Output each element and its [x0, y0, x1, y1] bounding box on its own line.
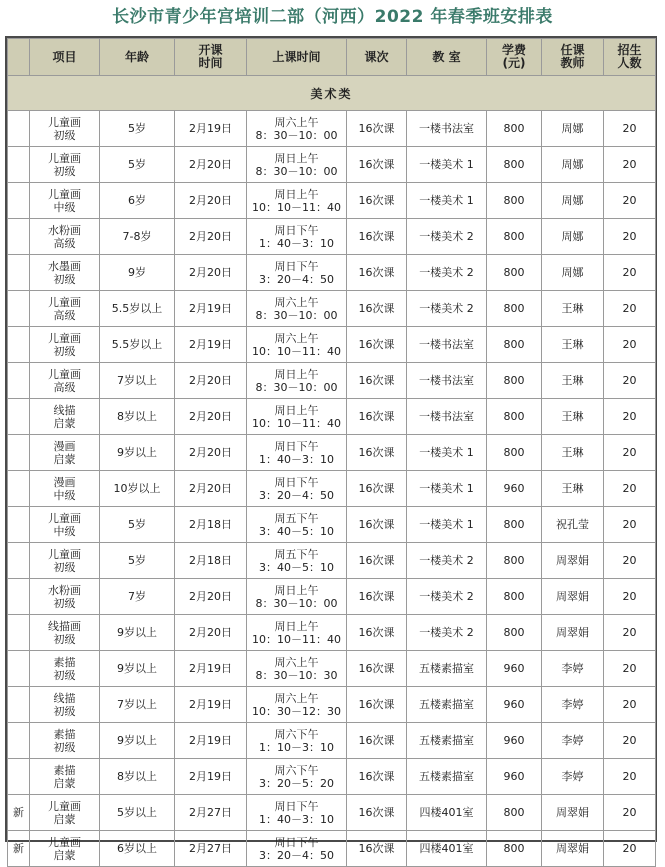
table-row	[8, 543, 656, 579]
class-time-cell: 周六下午 3：20－5：20	[247, 759, 347, 795]
classroom-cell: 一楼美术 2	[407, 219, 487, 255]
header-cell-fee: 学费 (元)	[487, 39, 542, 76]
classroom-cell: 一楼美术 2	[407, 543, 487, 579]
sessions-cell: 16次课	[347, 795, 407, 831]
enrollment-cell: 20	[604, 651, 656, 687]
class-time-cell: 周五下午 3：40－5：10	[247, 543, 347, 579]
header-cell-class-time: 上课时间	[247, 39, 347, 76]
sessions-cell: 16次课	[347, 651, 407, 687]
category-row	[8, 76, 656, 111]
age-cell: 7-8岁	[100, 219, 175, 255]
class-time-cell: 周日下午 1：40－3：10	[247, 795, 347, 831]
project-cell: 线描 初级	[30, 687, 100, 723]
start-date-cell: 2月19日	[175, 291, 247, 327]
category-label: 美术类	[8, 76, 656, 111]
project-cell: 漫画 中级	[30, 471, 100, 507]
classroom-cell: 一楼美术 1	[407, 471, 487, 507]
start-date-cell: 2月27日	[175, 831, 247, 867]
age-cell: 5岁	[100, 507, 175, 543]
classroom-cell: 五楼素描室	[407, 759, 487, 795]
classroom-cell: 一楼美术 1	[407, 507, 487, 543]
header-cell-teacher: 任课 教师	[542, 39, 604, 76]
sessions-cell: 16次课	[347, 219, 407, 255]
mark-cell	[8, 615, 30, 651]
enrollment-cell: 20	[604, 723, 656, 759]
sessions-cell: 16次课	[347, 543, 407, 579]
project-cell: 素描 初级	[30, 723, 100, 759]
fee-cell: 800	[487, 507, 542, 543]
project-cell: 漫画 启蒙	[30, 435, 100, 471]
age-cell: 5.5岁以上	[100, 327, 175, 363]
mark-cell	[8, 399, 30, 435]
enrollment-cell: 20	[604, 543, 656, 579]
class-time-cell: 周六上午 10：30－12：30	[247, 687, 347, 723]
header-cell-classroom: 教 室	[407, 39, 487, 76]
sessions-cell: 16次课	[347, 111, 407, 147]
mark-cell	[8, 507, 30, 543]
fee-cell: 800	[487, 579, 542, 615]
enrollment-cell: 20	[604, 183, 656, 219]
enrollment-cell: 20	[604, 795, 656, 831]
start-date-cell: 2月20日	[175, 579, 247, 615]
mark-cell	[8, 759, 30, 795]
sessions-cell: 16次课	[347, 471, 407, 507]
age-cell: 6岁	[100, 183, 175, 219]
teacher-cell: 李婷	[542, 723, 604, 759]
mark-cell	[8, 147, 30, 183]
table-row	[8, 147, 656, 183]
enrollment-cell: 20	[604, 255, 656, 291]
header-cell-enrollment: 招生 人数	[604, 39, 656, 76]
mark-cell	[8, 291, 30, 327]
teacher-cell: 祝孔莹	[542, 507, 604, 543]
mark-cell	[8, 543, 30, 579]
class-time-cell: 周日下午 3：20－4：50	[247, 471, 347, 507]
schedule-table-container	[5, 36, 657, 862]
class-time-cell: 周日上午 8：30－10：00	[247, 147, 347, 183]
start-date-cell: 2月20日	[175, 147, 247, 183]
age-cell: 5岁	[100, 147, 175, 183]
class-time-cell: 周日上午 10：10－11：40	[247, 399, 347, 435]
page-title: 长沙市青少年宫培训二部（河西）2022 年春季班安排表	[112, 7, 553, 27]
class-time-cell: 周六上午 8：30－10：00	[247, 111, 347, 147]
mark-cell	[8, 651, 30, 687]
teacher-cell: 周翠娟	[542, 579, 604, 615]
table-row	[8, 219, 656, 255]
enrollment-cell: 20	[604, 111, 656, 147]
classroom-cell: 一楼美术 2	[407, 615, 487, 651]
classroom-cell: 五楼素描室	[407, 651, 487, 687]
class-time-cell: 周日下午 1：40－3：10	[247, 219, 347, 255]
class-time-cell: 周五下午 3：40－5：10	[247, 507, 347, 543]
class-time-cell: 周日上午 8：30－10：00	[247, 579, 347, 615]
classroom-cell: 五楼素描室	[407, 687, 487, 723]
teacher-cell: 周娜	[542, 111, 604, 147]
teacher-cell: 王琳	[542, 327, 604, 363]
table-row	[8, 507, 656, 543]
table-row	[8, 111, 656, 147]
fee-cell: 960	[487, 651, 542, 687]
start-date-cell: 2月20日	[175, 435, 247, 471]
teacher-cell: 李婷	[542, 651, 604, 687]
start-date-cell: 2月20日	[175, 219, 247, 255]
classroom-cell: 四楼401室	[407, 831, 487, 867]
start-date-cell: 2月20日	[175, 471, 247, 507]
class-time-cell: 周六上午 8：30－10：30	[247, 651, 347, 687]
project-cell: 儿童画 中级	[30, 507, 100, 543]
table-row	[8, 759, 656, 795]
fee-cell: 960	[487, 723, 542, 759]
fee-cell: 800	[487, 219, 542, 255]
age-cell: 5岁以上	[100, 795, 175, 831]
teacher-cell: 王琳	[542, 471, 604, 507]
fee-cell: 800	[487, 435, 542, 471]
age-cell: 10岁以上	[100, 471, 175, 507]
class-time-cell: 周日上午 10：10－11：40	[247, 615, 347, 651]
sessions-cell: 16次课	[347, 831, 407, 867]
teacher-cell: 王琳	[542, 363, 604, 399]
table-row	[8, 471, 656, 507]
fee-cell: 800	[487, 111, 542, 147]
mark-cell	[8, 435, 30, 471]
start-date-cell: 2月19日	[175, 687, 247, 723]
age-cell: 9岁	[100, 255, 175, 291]
start-date-cell: 2月20日	[175, 255, 247, 291]
class-time-cell: 周日上午 8：30－10：00	[247, 363, 347, 399]
age-cell: 5岁	[100, 543, 175, 579]
project-cell: 水墨画 初级	[30, 255, 100, 291]
fee-cell: 800	[487, 615, 542, 651]
fee-cell: 800	[487, 183, 542, 219]
enrollment-cell: 20	[604, 687, 656, 723]
table-row	[8, 327, 656, 363]
project-cell: 儿童画 中级	[30, 183, 100, 219]
mark-cell: 新	[8, 831, 30, 867]
class-time-cell: 周六上午 10：10－11：40	[247, 327, 347, 363]
age-cell: 5岁	[100, 111, 175, 147]
sessions-cell: 16次课	[347, 579, 407, 615]
classroom-cell: 一楼美术 1	[407, 183, 487, 219]
enrollment-cell: 20	[604, 759, 656, 795]
header-cell-start-date: 开课 时间	[175, 39, 247, 76]
classroom-cell: 一楼美术 1	[407, 435, 487, 471]
enrollment-cell: 20	[604, 831, 656, 867]
table-row	[8, 183, 656, 219]
table-row	[8, 255, 656, 291]
start-date-cell: 2月20日	[175, 363, 247, 399]
enrollment-cell: 20	[604, 579, 656, 615]
header-cell-sessions: 课次	[347, 39, 407, 76]
mark-cell	[8, 219, 30, 255]
project-cell: 水粉画 初级	[30, 579, 100, 615]
project-cell: 水粉画 高级	[30, 219, 100, 255]
schedule-table	[7, 38, 656, 867]
enrollment-cell: 20	[604, 327, 656, 363]
sessions-cell: 16次课	[347, 363, 407, 399]
mark-cell	[8, 255, 30, 291]
age-cell: 9岁以上	[100, 615, 175, 651]
project-cell: 素描 初级	[30, 651, 100, 687]
table-row	[8, 795, 656, 831]
table-row	[8, 615, 656, 651]
start-date-cell: 2月18日	[175, 543, 247, 579]
age-cell: 7岁以上	[100, 363, 175, 399]
sessions-cell: 16次课	[347, 147, 407, 183]
classroom-cell: 五楼素描室	[407, 723, 487, 759]
fee-cell: 800	[487, 543, 542, 579]
class-time-cell: 周六上午 8：30－10：00	[247, 291, 347, 327]
table-row	[8, 363, 656, 399]
classroom-cell: 一楼书法室	[407, 327, 487, 363]
mark-cell	[8, 471, 30, 507]
project-cell: 线描画 初级	[30, 615, 100, 651]
age-cell: 9岁以上	[100, 435, 175, 471]
age-cell: 7岁	[100, 579, 175, 615]
mark-cell	[8, 111, 30, 147]
fee-cell: 800	[487, 255, 542, 291]
teacher-cell: 周翠娟	[542, 543, 604, 579]
mark-cell	[8, 183, 30, 219]
mark-cell	[8, 327, 30, 363]
fee-cell: 800	[487, 399, 542, 435]
mark-cell	[8, 579, 30, 615]
teacher-cell: 周翠娟	[542, 615, 604, 651]
teacher-cell: 周娜	[542, 255, 604, 291]
mark-cell	[8, 723, 30, 759]
start-date-cell: 2月27日	[175, 795, 247, 831]
table-row	[8, 579, 656, 615]
fee-cell: 800	[487, 363, 542, 399]
table-row	[8, 291, 656, 327]
teacher-cell: 周翠娟	[542, 831, 604, 867]
enrollment-cell: 20	[604, 147, 656, 183]
class-time-cell: 周日下午 3：20－4：50	[247, 255, 347, 291]
class-time-cell: 周日上午 10：10－11：40	[247, 183, 347, 219]
classroom-cell: 一楼美术 2	[407, 255, 487, 291]
fee-cell: 960	[487, 471, 542, 507]
start-date-cell: 2月18日	[175, 507, 247, 543]
mark-cell	[8, 363, 30, 399]
classroom-cell: 一楼美术 2	[407, 291, 487, 327]
fee-cell: 960	[487, 759, 542, 795]
classroom-cell: 四楼401室	[407, 795, 487, 831]
enrollment-cell: 20	[604, 435, 656, 471]
teacher-cell: 李婷	[542, 687, 604, 723]
header-cell-project: 项目	[30, 39, 100, 76]
project-cell: 儿童画 初级	[30, 111, 100, 147]
age-cell: 8岁以上	[100, 399, 175, 435]
teacher-cell: 王琳	[542, 435, 604, 471]
teacher-cell: 李婷	[542, 759, 604, 795]
enrollment-cell: 20	[604, 291, 656, 327]
project-cell: 儿童画 初级	[30, 147, 100, 183]
sessions-cell: 16次课	[347, 615, 407, 651]
classroom-cell: 一楼美术 1	[407, 147, 487, 183]
table-row	[8, 687, 656, 723]
teacher-cell: 王琳	[542, 291, 604, 327]
project-cell: 儿童画 高级	[30, 363, 100, 399]
enrollment-cell: 20	[604, 363, 656, 399]
enrollment-cell: 20	[604, 615, 656, 651]
start-date-cell: 2月20日	[175, 399, 247, 435]
project-cell: 儿童画 启蒙	[30, 831, 100, 867]
fee-cell: 800	[487, 831, 542, 867]
classroom-cell: 一楼书法室	[407, 399, 487, 435]
class-time-cell: 周六下午 1：10－3：10	[247, 723, 347, 759]
age-cell: 7岁以上	[100, 687, 175, 723]
start-date-cell: 2月19日	[175, 651, 247, 687]
table-header-row	[8, 39, 656, 76]
start-date-cell: 2月19日	[175, 111, 247, 147]
fee-cell: 800	[487, 327, 542, 363]
classroom-cell: 一楼书法室	[407, 363, 487, 399]
enrollment-cell: 20	[604, 219, 656, 255]
classroom-cell: 一楼书法室	[407, 111, 487, 147]
table-row	[8, 831, 656, 867]
table-row	[8, 399, 656, 435]
header-cell-age: 年龄	[100, 39, 175, 76]
project-cell: 儿童画 高级	[30, 291, 100, 327]
sessions-cell: 16次课	[347, 435, 407, 471]
enrollment-cell: 20	[604, 399, 656, 435]
sessions-cell: 16次课	[347, 723, 407, 759]
table-row	[8, 435, 656, 471]
start-date-cell: 2月19日	[175, 759, 247, 795]
age-cell: 9岁以上	[100, 651, 175, 687]
header-cell-mark	[8, 39, 30, 76]
classroom-cell: 一楼美术 2	[407, 579, 487, 615]
age-cell: 5.5岁以上	[100, 291, 175, 327]
class-time-cell: 周日下午 3：20－4：50	[247, 831, 347, 867]
fee-cell: 960	[487, 687, 542, 723]
teacher-cell: 周翠娟	[542, 795, 604, 831]
start-date-cell: 2月19日	[175, 327, 247, 363]
start-date-cell: 2月20日	[175, 615, 247, 651]
enrollment-cell: 20	[604, 471, 656, 507]
teacher-cell: 周娜	[542, 183, 604, 219]
project-cell: 儿童画 初级	[30, 327, 100, 363]
age-cell: 9岁以上	[100, 723, 175, 759]
sessions-cell: 16次课	[347, 399, 407, 435]
age-cell: 6岁以上	[100, 831, 175, 867]
project-cell: 线描 启蒙	[30, 399, 100, 435]
table-row	[8, 651, 656, 687]
class-time-cell: 周日下午 1：40－3：10	[247, 435, 347, 471]
sessions-cell: 16次课	[347, 507, 407, 543]
enrollment-cell: 20	[604, 507, 656, 543]
start-date-cell: 2月20日	[175, 183, 247, 219]
sessions-cell: 16次课	[347, 291, 407, 327]
sessions-cell: 16次课	[347, 759, 407, 795]
sessions-cell: 16次课	[347, 687, 407, 723]
teacher-cell: 周娜	[542, 147, 604, 183]
sessions-cell: 16次课	[347, 255, 407, 291]
sessions-cell: 16次课	[347, 327, 407, 363]
start-date-cell: 2月19日	[175, 723, 247, 759]
mark-cell: 新	[8, 795, 30, 831]
table-row	[8, 723, 656, 759]
mark-cell	[8, 687, 30, 723]
fee-cell: 800	[487, 147, 542, 183]
project-cell: 儿童画 初级	[30, 543, 100, 579]
project-cell: 儿童画 启蒙	[30, 795, 100, 831]
age-cell: 8岁以上	[100, 759, 175, 795]
sessions-cell: 16次课	[347, 183, 407, 219]
teacher-cell: 周娜	[542, 219, 604, 255]
teacher-cell: 王琳	[542, 399, 604, 435]
fee-cell: 800	[487, 795, 542, 831]
project-cell: 素描 启蒙	[30, 759, 100, 795]
fee-cell: 800	[487, 291, 542, 327]
